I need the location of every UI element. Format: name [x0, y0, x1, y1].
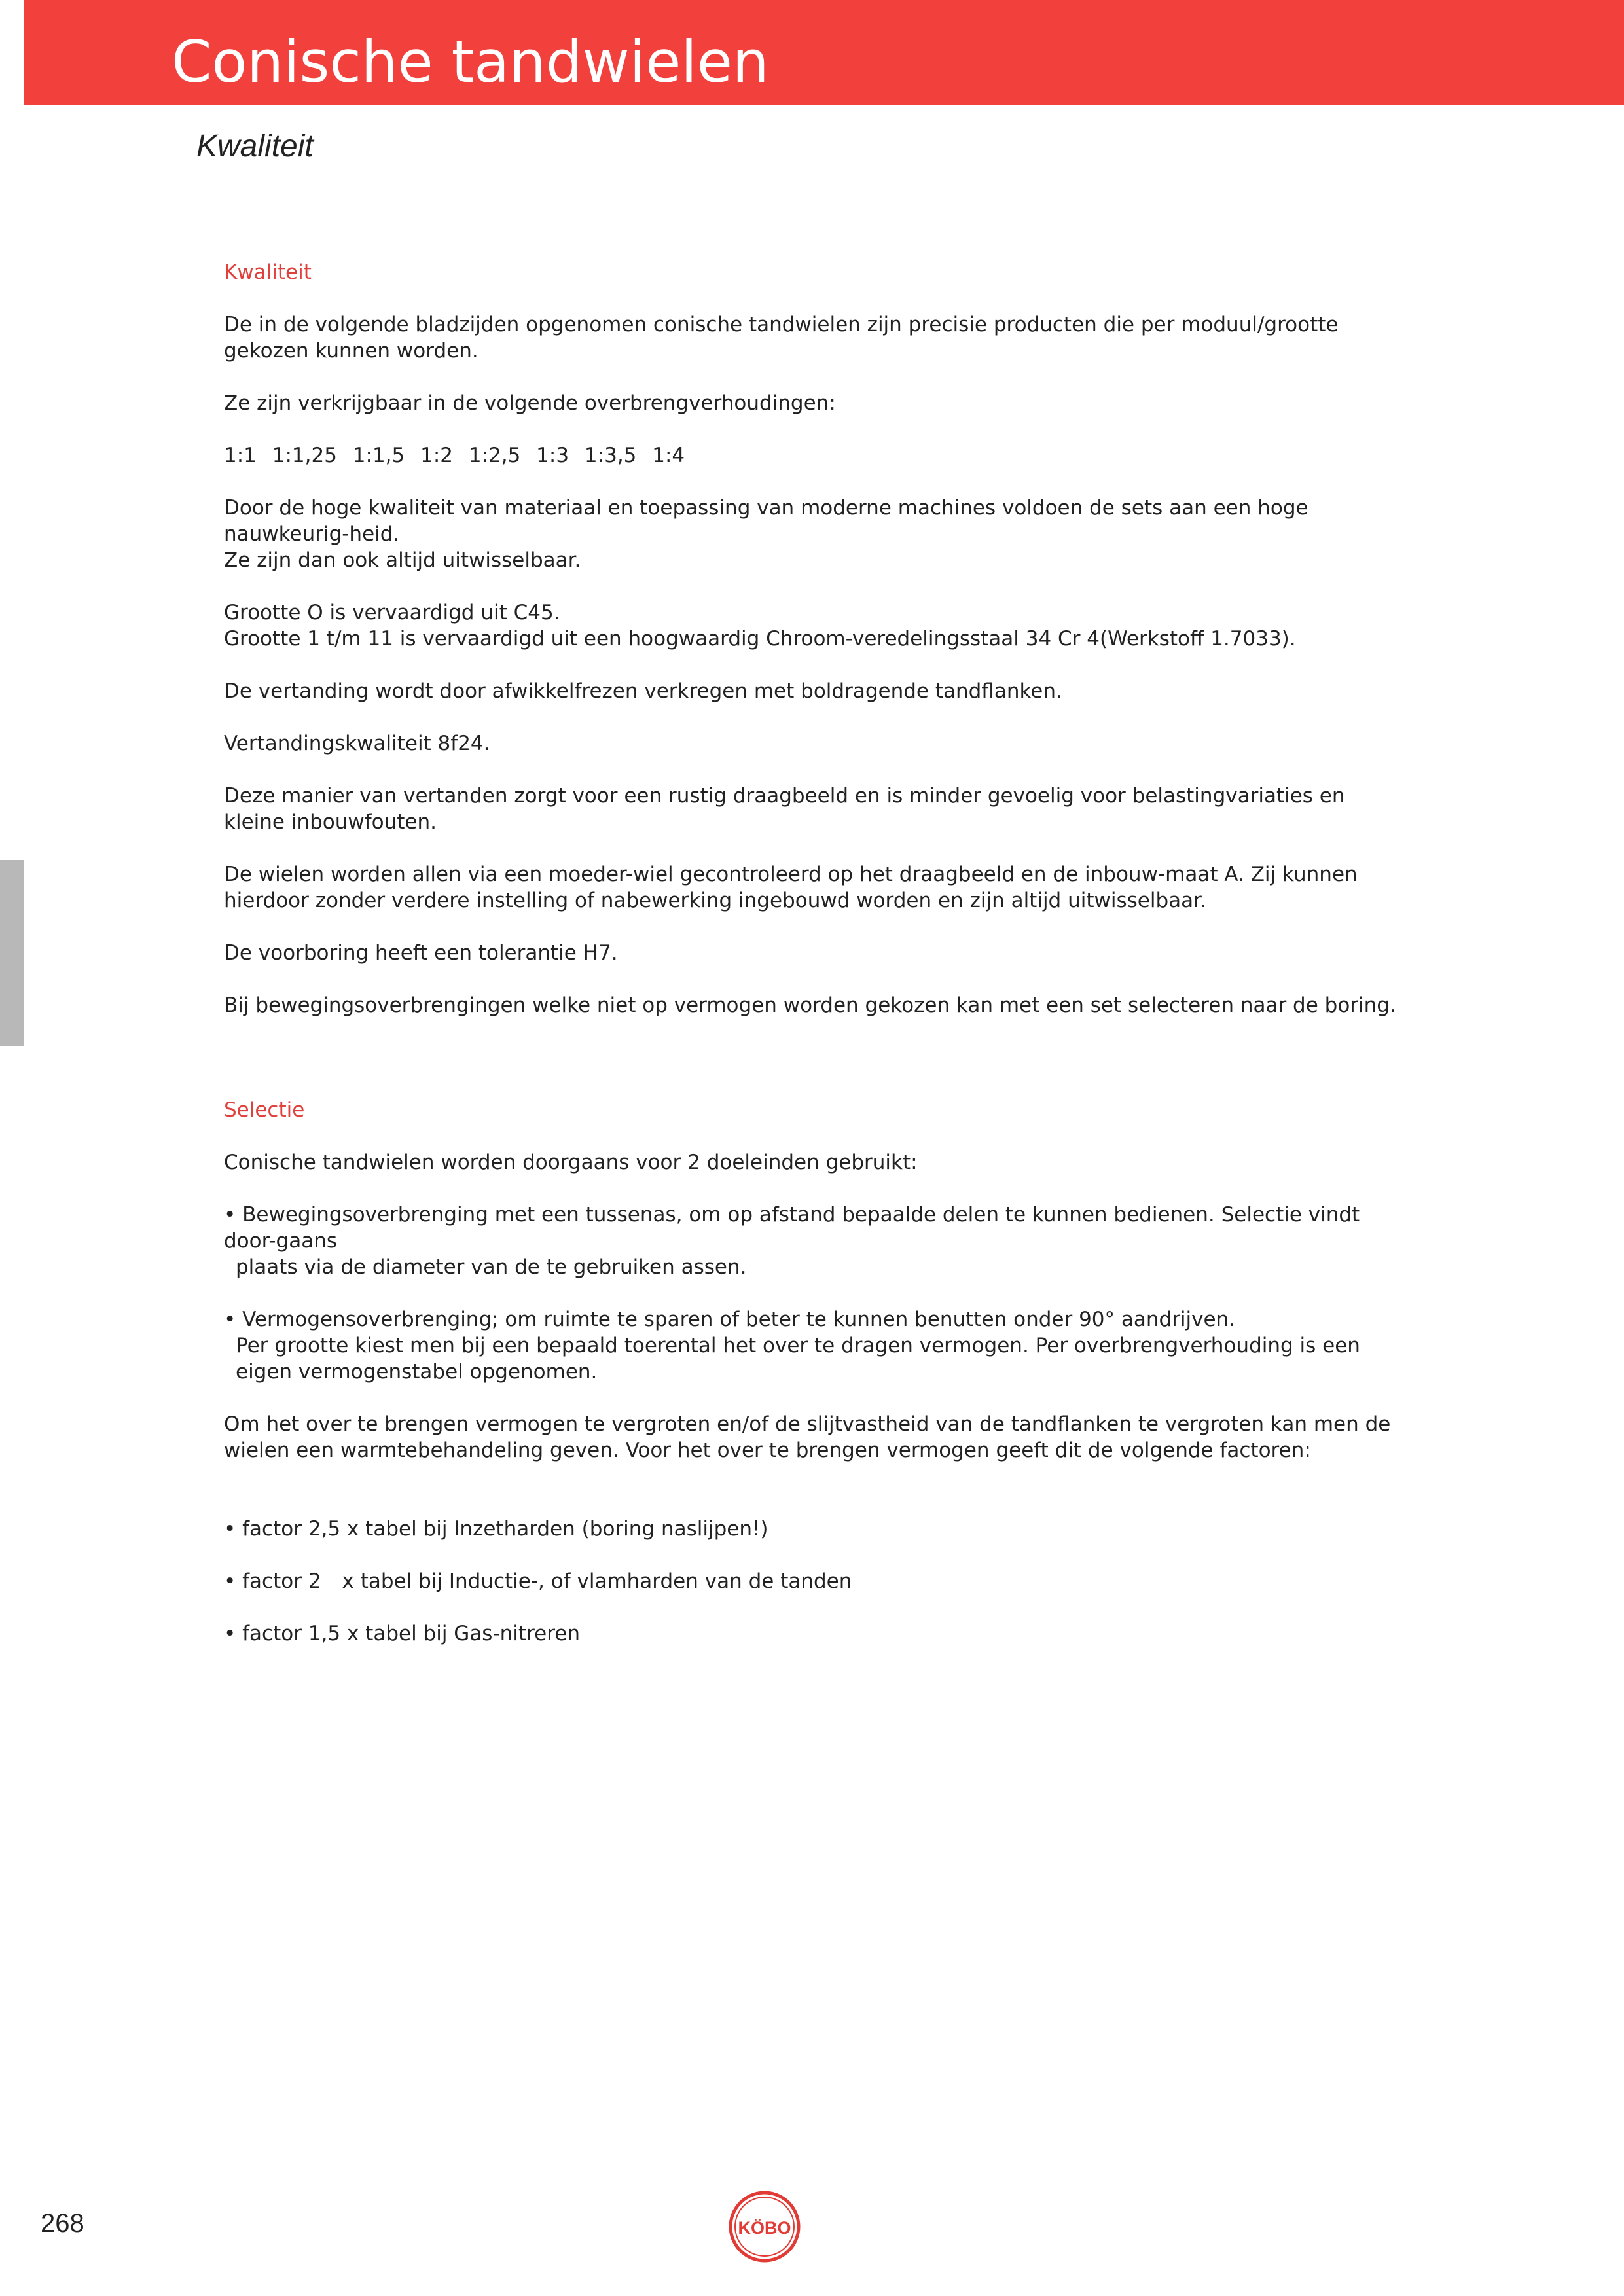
factor-item: • factor 1,5 x tabel bij Gas-nitreren	[224, 1622, 580, 1645]
paragraph: De voorboring heeft een tolerantie H7.	[224, 941, 618, 965]
paragraph-line: Grootte O is vervaardigd uit C45.	[224, 601, 560, 624]
logo-text: KÖBO	[738, 2218, 791, 2238]
bullet-text: • Bewegingsoverbrenging met een tussenas, om op afstand bepaalde delen te kunnen bedienen. Selectie vindt door-gaans	[224, 1203, 1360, 1253]
page-subtitle: Kwaliteit	[196, 129, 314, 164]
side-tab-marker	[0, 860, 24, 1046]
paragraph	[224, 600, 1409, 652]
content-body	[224, 259, 1409, 1673]
section-heading-kwaliteit: Kwaliteit	[224, 260, 312, 284]
paragraph-line: Door de hoge kwaliteit van materiaal en toepassing van moderne machines voldoen de sets aan een hoge nauwkeurig-heid.	[224, 496, 1308, 546]
factor-item	[224, 1568, 1409, 1594]
factor-description: x tabel bij Inductie-, of vlamharden van de tanden	[342, 1570, 852, 1593]
section-heading-selectie: Selectie	[224, 1098, 305, 1122]
paragraph	[224, 495, 1409, 573]
paragraph: Bij bewegingsoverbrengingen welke niet op vermogen worden gekozen kan met een set selecteren naar de boring.	[224, 994, 1396, 1017]
page-title: Conische tandwielen	[171, 28, 769, 96]
paragraph: Om het over te brengen vermogen te vergroten en/of de slijtvastheid van de tandflanken te vergroten kan men de wielen een warmtebehandeling geven. Voor het over te brengen vermogen geeft dit de volgende factoren:	[224, 1412, 1391, 1462]
paragraph: De in de volgende bladzijden opgenomen conische tandwielen zijn precisie producten die per moduul/grootte gekozen kunnen worden.	[224, 313, 1339, 363]
bullet-item	[224, 1306, 1409, 1385]
kobo-logo	[728, 2190, 801, 2263]
paragraph-line: Ze zijn dan ook altijd uitwisselbaar.	[224, 548, 581, 572]
bullet-item	[224, 1202, 1409, 1280]
factor-label: • factor 2	[224, 1570, 321, 1593]
paragraph: Deze manier van vertanden zorgt voor een rustig draagbeeld en is minder gevoelig voor belastingvariaties en kleine inbouwfouten.	[224, 784, 1345, 834]
factor-item: • factor 2,5 x tabel bij Inzetharden (boring naslijpen!)	[224, 1517, 768, 1541]
paragraph: Vertandingskwaliteit 8f24.	[224, 732, 490, 755]
paragraph: Ze zijn verkrijgbaar in de volgende overbrengverhoudingen:	[224, 391, 836, 415]
paragraph: Conische tandwielen worden doorgaans voor 2 doeleinden gebruikt:	[224, 1151, 918, 1174]
bullet-text: • Vermogensoverbrenging; om ruimte te sparen of beter te kunnen benutten onder 90° aandrijven.	[224, 1308, 1236, 1331]
paragraph: De vertanding wordt door afwikkelfrezen verkregen met boldragende tandflanken.	[224, 679, 1062, 703]
paragraph: De wielen worden allen via een moeder-wiel gecontroleerd op het draagbeeld en de inbouw-maat A. Zij kunnen hierdoor zonder verdere instelling of nabewerking ingebouwd worden en zijn altijd uitwisselbaar.	[224, 863, 1358, 912]
bullet-continuation: plaats via de diameter van de te gebruiken assen.	[236, 1255, 747, 1279]
page-number: 268	[41, 2209, 84, 2238]
paragraph-line: Grootte 1 t/m 11 is vervaardigd uit een hoogwaardig Chroom-veredelingsstaal 34 Cr 4(Werkstoff 1.7033).	[224, 627, 1296, 651]
ratio-list: 1:1 1:1,25 1:1,5 1:2 1:2,5 1:3 1:3,5 1:4	[224, 444, 685, 467]
bullet-continuation: Per grootte kiest men bij een bepaald toerental het over te dragen vermogen. Per overbrengverhouding is een eigen vermogenstabel opgenomen.	[236, 1334, 1360, 1384]
